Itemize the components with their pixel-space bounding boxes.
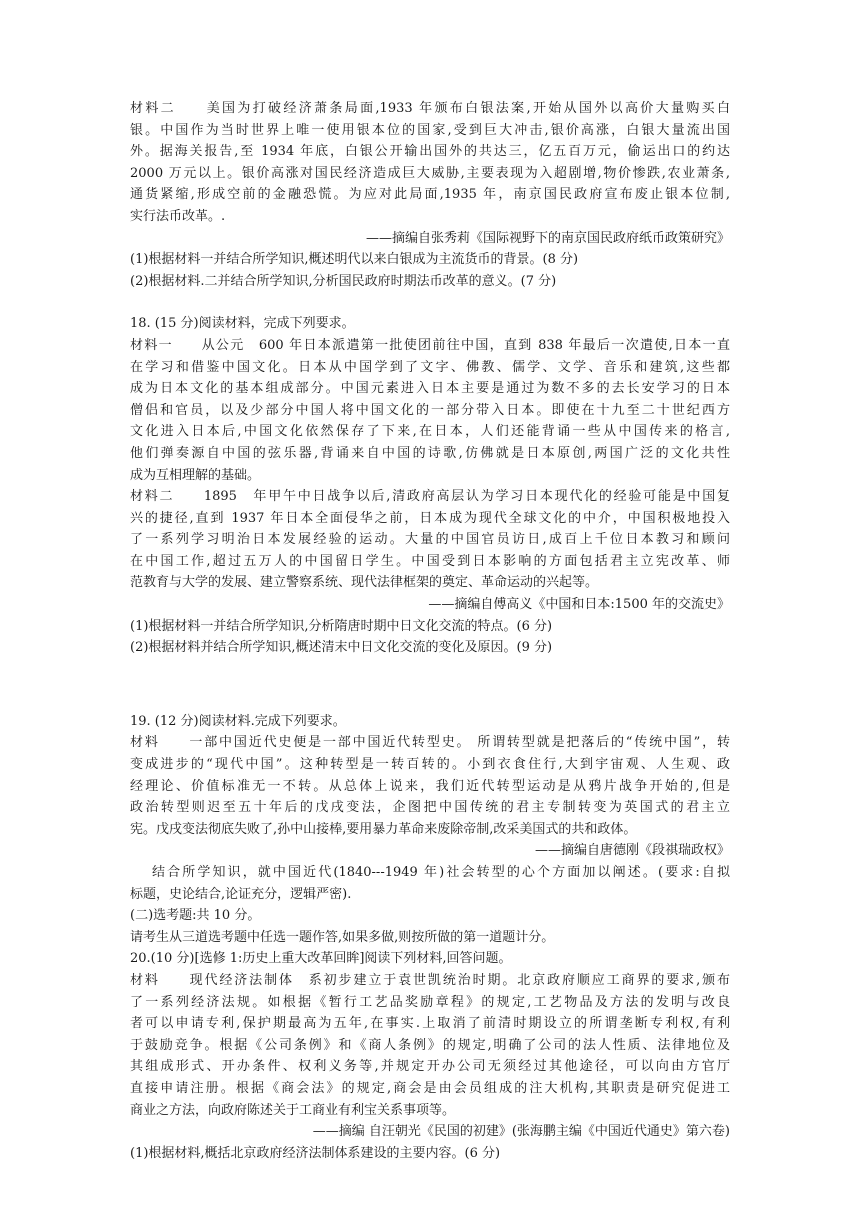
text-line: 变成进步的“现代中国”。这种转型是一转百转的。小到衣食住行,大到宇宙观、人生观、政 — [130, 757, 730, 773]
text-line: 于鼓励竞争。根据《公司条例》和《商人条例》的规定,明确了公司的法人性质、法律地位及 — [130, 1037, 730, 1053]
text-line: 者可以申请专利,保护期最高为五年,在事实.上取消了前清时期设立的所谓垄断专利权,有利 — [130, 1016, 730, 1032]
text-line: 了一系列学习明治日本发展经验的运动。大量的中国官员访日,成百上千位日本教习和顾问 — [130, 532, 730, 548]
text-line: 僧侣和官员，以及少部分中国人将中国文化的一部分带入日本。即使在十九至二十世纪西方 — [130, 402, 730, 418]
q17-material-two — [130, 98, 730, 228]
q17-question-1: (1)根据材料一并结合所学知识,概述明代以来白银成为主流货币的背景。(8 分) — [130, 252, 579, 268]
text-line: 其组成形式、开办条件、权利义务等,并规定开办公司无须经过其他途径，可以向由方官厅 — [130, 1059, 730, 1075]
text-line: 材料 现代经济法制体 系初步建立于袁世凯统治时期。北京政府顺应工商界的要求,颁布 — [130, 972, 730, 988]
text-line: 政治转型则迟至五十年后的戊戌变法，企图把中国传统的君主专制转变为英国式的君主立 — [130, 800, 730, 816]
q20-material — [130, 970, 730, 1121]
spacer — [130, 292, 730, 313]
text-line: 实行法币改革。. — [130, 208, 226, 224]
text-line: 标题，史论结合,论证充分，逻辑严密). — [130, 886, 352, 902]
text-line: 外。据海关报告,至 1934 年底，白银公开输出国外的共达三，亿五百万元，偷运出口的约达 — [130, 144, 730, 160]
text-line: 在中国工作,超过五万人的中国留日学生。中国受到日本影响的方面包括君主立宪改革、师 — [130, 553, 730, 569]
text-line: 范教育与大学的发展、建立警察系统、现代法律框架的奠定、革命运动的兴起等。 — [130, 575, 599, 591]
q18-material-two — [130, 486, 730, 594]
text-line: 结合所学知识，就中国近代(1840---1949 年)社会转型的心个方面加以阐述。(要求:自拟 — [152, 865, 730, 880]
q17-question-2: (2)根据材料.二并结合所学知识,分析国民政府时期法币改革的意义。(7 分) — [130, 273, 557, 289]
text-line: 银。中国作为当时世界上唯一使用银本位的国家,受到巨大冲击,银价高涨，白银大量流出国 — [130, 122, 730, 138]
q19-material — [130, 732, 730, 840]
q20-source-citation: ——摘编 自汪朝光《民国的初建》(张海鹏主编《中国近代通史》第六卷) — [312, 1124, 730, 1140]
text-line: 文化进入日本后,中国文化依然保存了下来,在日本，人们还能背诵一些从中国传来的格言, — [130, 424, 730, 440]
spacer — [130, 659, 730, 711]
text-line: 通货紧缩,形成空前的金融恐慌。为应对此局面,1935 年，南京国民政府宣布废止银本位制, — [130, 187, 730, 203]
q19-task — [130, 862, 730, 905]
text-line: 材料二 1895 年甲午中日战争以后,清政府高层认为学习日本现代化的经验可能是中国复 — [130, 489, 730, 505]
text-line: 2000 万元以上。银价高涨对国民经济造成巨大威胁,主要表现为入超剧增,物价惨跌,农业萧条, — [130, 165, 730, 181]
text-line: 商业之方法，向政府陈述关于工商业有利宝关系事项等。 — [130, 1102, 456, 1118]
q18-heading: 18. (15 分)阅读材料，完成下列要求。 — [130, 316, 355, 332]
text-line: 他们弹奏源自中国的弦乐器,背诵来自中国的诗歌,仿佛就是日本原创,两国广泛的文化共性 — [130, 445, 730, 461]
exam-page — [130, 98, 730, 1164]
q18-material-one — [130, 335, 730, 486]
text-line: 材料一 从公元 600 年日本派遣第一批使团前往中国，直到 838 年最后一次遣使,日本一直 — [130, 337, 730, 353]
text-line: 成为日本文化的基本组成部分。中国元素进入日本主要是通过为数不多的去长安学习的日本 — [130, 381, 730, 397]
text-line: 直接申请注册。根据《商会法》的规定,商会是由会员组成的注大机构,其职责是研究促进工 — [130, 1080, 730, 1096]
q20-question-1: (1)根据材料,概括北京政府经济法制体系建设的主要内容。(6 分) — [130, 1145, 501, 1161]
text-line: 兴的捷径,直到 1937 年日本全面侵华之前，日本成为现代全球文化的中介，中国积极地投入 — [130, 510, 730, 526]
text-line: 了一系列经济法规。如根据《暂行工艺品奖励章程》的规定,工艺物品及方法的发明与改良 — [130, 994, 730, 1010]
text-line: 材料 一部中国近代史便是一部中国近代转型史。 所谓转型就是把落后的“传统中国”，转 — [130, 735, 730, 751]
q19-heading: 19. (12 分)阅读材料.完成下列要求。 — [130, 713, 346, 729]
text-line: 经理论、价值标准无一不转。从总体上说来，我们近代转型运动是从鸦片战争开始的,但是 — [130, 778, 730, 794]
elective-note: 请考生从三道选考题中任选一题作答,如果多做,则按所做的第一道题计分。 — [130, 929, 555, 945]
q19-source-citation: ——摘编自唐德刚《段祺瑞政权》 — [534, 843, 730, 859]
text-line: 成为互相理解的基础。 — [130, 467, 261, 483]
q17-source-citation: ——摘编自张秀莉《国际视野下的南京国民政府纸币政策研究》 — [365, 230, 730, 246]
q18-question-2: (2)根据材料并结合所学知识,概述清末中日文化交流的变化及原因。(9 分) — [130, 640, 553, 656]
text-line: 在学习和借鉴中国文化。日本从中国学到了文字、佛教、儒学、文学、音乐和建筑,这些都 — [130, 359, 730, 375]
text-line: 材料二 美国为打破经济萧条局面,1933 年颁布白银法案,开始从国外以高价大量购买白 — [130, 101, 730, 116]
q18-question-1: (1)根据材料一并结合所学知识,分析隋唐时期中日文化交流的特点。(6 分) — [130, 618, 553, 634]
elective-heading: (二)选考题:共 10 分。 — [130, 908, 261, 924]
q18-source-citation: ——摘编自傅高义《中国和日本:1500 年的交流史》 — [428, 597, 730, 613]
q20-heading: 20.(10 分)[选修 1:历史上重大改革回眸]阅读下列材料,回答问题。 — [130, 951, 512, 967]
text-line: 宪。戊戌变法彻底失败了,孙中山接棒,要用暴力革命来废除帝制,改采美国式的共和政体。 — [130, 821, 637, 837]
